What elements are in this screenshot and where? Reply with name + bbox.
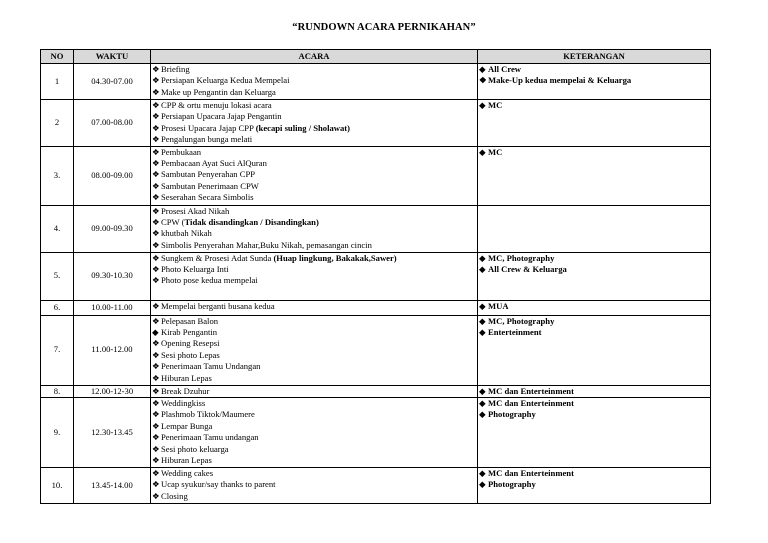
item-text: MC, Photography — [488, 252, 555, 263]
bullet-icon: ❖ — [152, 443, 160, 454]
row-time: 04.30-07.00 — [74, 64, 151, 100]
list-item — [152, 468, 476, 479]
bullet-icon: ◆ — [479, 315, 486, 326]
item-text: Simbolis Penyerahan Mahar,Buku Nikah, pemasangan cincin — [161, 239, 372, 250]
item-text: Mempelai berganti busana kedua — [161, 300, 275, 311]
list-item — [479, 398, 709, 409]
row-number: 1 — [41, 64, 74, 100]
item-text: Opening Resepsi — [161, 338, 220, 349]
list-item — [479, 253, 709, 264]
table-row — [41, 315, 711, 385]
item-text: Briefing — [161, 64, 190, 74]
row-time: 12.00-12-30 — [74, 385, 151, 397]
row-keterangan — [478, 398, 711, 468]
item-bold-text: (kecapi suling / Sholawat) — [255, 122, 350, 133]
bullet-icon: ❖ — [152, 134, 160, 145]
item-text: Prosesi Akad Nikah — [161, 205, 230, 216]
item-text: All Crew & Keluarga — [488, 264, 567, 275]
list-item — [152, 75, 476, 86]
bullet-icon: ❖ — [152, 100, 160, 110]
bullet-icon: ❖ — [152, 86, 160, 97]
item-text: Penerimaan Tamu Undangan — [161, 361, 261, 372]
list-item — [152, 398, 476, 409]
item-text: Photography — [488, 479, 536, 490]
bullet-icon: ❖ — [152, 349, 160, 360]
bullet-icon: ❖ — [152, 385, 160, 396]
item-text: Sesi photo Lepas — [161, 349, 220, 360]
table-header-row — [41, 50, 711, 64]
list-item — [152, 123, 476, 134]
item-text: Weddingkiss — [161, 398, 206, 409]
bullet-icon: ❖ — [152, 455, 160, 466]
row-number: 9. — [41, 398, 74, 468]
item-text: Penerimaan Tamu undangan — [161, 432, 259, 443]
bullet-icon: ❖ — [152, 420, 160, 431]
rundown-table — [40, 49, 711, 504]
list-item — [152, 316, 476, 327]
list-item — [152, 373, 476, 384]
bullet-icon: ❖ — [152, 239, 160, 250]
list-item — [152, 169, 476, 180]
bullet-icon: ❖ — [152, 432, 160, 443]
list-item — [152, 338, 476, 349]
bullet-icon: ◆ — [479, 468, 486, 479]
list-item — [152, 421, 476, 432]
item-text: CPW ( — [161, 217, 185, 228]
item-text: Photo pose kedua mempelai — [161, 275, 258, 286]
row-time: 09.00-09.30 — [74, 205, 151, 252]
table-row — [41, 100, 711, 147]
table-row — [41, 385, 711, 397]
bullet-icon: ◆ — [479, 479, 486, 490]
list-item — [479, 147, 709, 158]
bullet-icon: ❖ — [152, 146, 160, 157]
bullet-icon: ❖ — [152, 75, 160, 86]
list-item — [152, 147, 476, 158]
bullet-icon: ◆ — [479, 252, 486, 263]
item-text: Sungkem & Prosesi Adat Sunda — [161, 252, 274, 263]
item-bold-text: (Huap lingkung, Bakakak,Sawer) — [273, 252, 397, 263]
list-item — [479, 75, 709, 86]
item-text: Seserahan Secara Simbolis — [161, 192, 254, 203]
item-text: Make-Up kedua mempelai & Keluarga — [488, 75, 632, 86]
item-text: Make up Pengantin dan Keluarga — [161, 86, 276, 97]
item-text: MC dan Enterteinment — [488, 468, 574, 479]
item-text: khutbah Nikah — [161, 228, 212, 239]
list-item — [479, 64, 709, 75]
header-waktu: WAKTU — [74, 50, 151, 64]
list-item — [152, 253, 476, 264]
row-number: 10. — [41, 468, 74, 504]
list-item — [152, 409, 476, 420]
item-text: Pengalungan bunga melati — [161, 134, 253, 145]
list-item — [152, 386, 476, 397]
list-item — [152, 100, 476, 111]
item-text: Prosesi Upacara Jajap CPP — [161, 122, 256, 133]
bullet-icon: ◆ — [479, 300, 486, 311]
list-item — [152, 64, 476, 75]
row-number: 4. — [41, 205, 74, 252]
bullet-icon: ❖ — [152, 205, 160, 216]
item-text: MC — [488, 146, 503, 157]
bullet-icon: ❖ — [152, 490, 160, 501]
item-text: Pembukaan — [161, 146, 202, 157]
table-row — [41, 398, 711, 468]
row-number: 8. — [41, 385, 74, 397]
row-acara — [151, 398, 478, 468]
bullet-icon: ❖ — [152, 338, 160, 349]
list-item — [479, 264, 709, 275]
item-text: Plashmob Tiktok/Maumere — [161, 409, 255, 420]
bullet-icon: ❖ — [152, 315, 160, 326]
list-item — [152, 301, 476, 312]
item-text: MC — [488, 100, 503, 110]
bullet-icon: ❖ — [152, 409, 160, 420]
item-text: MC, Photography — [488, 315, 555, 326]
list-item — [152, 158, 476, 169]
list-item — [479, 316, 709, 327]
item-text: All Crew — [488, 64, 522, 74]
row-time: 10.00-11.00 — [74, 300, 151, 315]
table-row — [41, 252, 711, 300]
bullet-icon: ◆ — [479, 146, 486, 157]
bullet-icon: ❖ — [152, 192, 160, 203]
bullet-icon: ◆ — [479, 64, 486, 74]
list-item — [152, 111, 476, 122]
bullet-icon: ❖ — [152, 228, 160, 239]
row-number: 5. — [41, 252, 74, 300]
item-text: MC dan Enterteinment — [488, 385, 574, 396]
table-row — [41, 146, 711, 205]
bullet-icon: ❖ — [152, 264, 160, 275]
list-item — [152, 217, 476, 228]
bullet-icon: ◆ — [479, 385, 486, 396]
row-keterangan — [478, 64, 711, 100]
row-number: 7. — [41, 315, 74, 385]
item-text: Photography — [488, 409, 536, 420]
item-text: Lempar Bunga — [161, 420, 213, 431]
list-item — [479, 468, 709, 479]
bullet-icon: ❖ — [152, 300, 160, 311]
bullet-icon: ❖ — [152, 252, 160, 263]
list-item — [479, 409, 709, 420]
row-keterangan — [478, 146, 711, 205]
list-item — [152, 264, 476, 275]
table-row — [41, 205, 711, 252]
row-acara — [151, 300, 478, 315]
item-text: Break Dzuhur — [161, 385, 210, 396]
bullet-icon: ❖ — [152, 122, 160, 133]
row-time: 07.00-08.00 — [74, 100, 151, 147]
item-text: Sesi photo keluarga — [161, 443, 229, 454]
row-acara — [151, 252, 478, 300]
item-text: Kirab Pengantin — [161, 327, 218, 338]
list-item — [479, 479, 709, 490]
row-time: 13.45-14.00 — [74, 468, 151, 504]
row-keterangan — [478, 300, 711, 315]
bullet-icon: ❖ — [152, 398, 160, 409]
item-text: Persiapan Keluarga Kedua Mempelai — [161, 75, 290, 86]
bullet-icon: ◆ — [479, 327, 486, 338]
row-acara — [151, 64, 478, 100]
row-keterangan — [478, 100, 711, 147]
row-keterangan — [478, 468, 711, 504]
bullet-icon: ❖ — [152, 64, 160, 74]
list-item — [479, 327, 709, 338]
row-acara — [151, 385, 478, 397]
row-time: 09.30-10.30 — [74, 252, 151, 300]
bullet-icon: ◆ — [479, 264, 486, 275]
item-text: Wedding cakes — [161, 468, 214, 479]
row-acara — [151, 315, 478, 385]
list-item — [152, 240, 476, 251]
item-text: Pelepasan Balon — [161, 315, 219, 326]
list-item — [152, 432, 476, 443]
item-text: Hiburan Lepas — [161, 455, 212, 466]
bullet-icon: ❖ — [152, 275, 160, 286]
list-item — [152, 192, 476, 203]
item-text: Enterteinment — [488, 327, 542, 338]
list-item — [152, 181, 476, 192]
row-acara — [151, 205, 478, 252]
list-item — [152, 206, 476, 217]
list-item — [152, 444, 476, 455]
bullet-icon: ❖ — [479, 75, 487, 86]
row-keterangan — [478, 205, 711, 252]
list-item — [479, 301, 709, 312]
list-item — [152, 228, 476, 239]
row-keterangan — [478, 252, 711, 300]
table-row — [41, 300, 711, 315]
bullet-icon: ❖ — [152, 479, 160, 490]
header-acara: ACARA — [151, 50, 478, 64]
list-item — [152, 134, 476, 145]
row-acara — [151, 146, 478, 205]
list-item — [152, 479, 476, 490]
item-text: MUA — [488, 300, 509, 311]
item-bold-text: Tidak disandingkan / Disandingkan) — [184, 217, 319, 228]
row-acara — [151, 468, 478, 504]
item-text: MC dan Enterteinment — [488, 398, 574, 409]
row-number: 3. — [41, 146, 74, 205]
list-item — [152, 275, 476, 286]
row-time: 11.00-12.00 — [74, 315, 151, 385]
item-text: Closing — [161, 490, 188, 501]
list-item — [152, 350, 476, 361]
bullet-icon: ◆ — [479, 398, 486, 409]
header-no: NO — [41, 50, 74, 64]
table-row — [41, 64, 711, 100]
list-item — [152, 491, 476, 502]
bullet-icon: ◆ — [479, 409, 486, 420]
table-body — [41, 64, 711, 504]
row-keterangan — [478, 315, 711, 385]
list-item — [152, 455, 476, 466]
list-item — [152, 87, 476, 98]
list-item — [152, 327, 476, 338]
bullet-icon: ❖ — [152, 217, 160, 228]
header-keterangan: KETERANGAN — [478, 50, 711, 64]
bullet-icon: ❖ — [152, 169, 160, 180]
list-item — [479, 386, 709, 397]
row-time: 08.00-09.00 — [74, 146, 151, 205]
bullet-icon: ◆ — [479, 100, 486, 110]
document-title: “RUNDOWN ACARA PERNIKAHAN” — [292, 22, 476, 33]
bullet-icon: ❖ — [152, 361, 160, 372]
row-number: 2 — [41, 100, 74, 147]
bullet-icon: ❖ — [152, 180, 160, 191]
bullet-icon: ❖ — [152, 372, 160, 383]
row-time: 12.30-13.45 — [74, 398, 151, 468]
row-number: 6. — [41, 300, 74, 315]
list-item — [152, 361, 476, 372]
bullet-icon: ◆ — [152, 327, 159, 338]
list-item — [479, 100, 709, 111]
item-text: Sambutan Penyerahan CPP — [161, 169, 256, 180]
bullet-icon: ❖ — [152, 111, 160, 122]
item-text: Hiburan Lepas — [161, 372, 212, 383]
item-text: Photo Keluarga Inti — [161, 264, 229, 275]
item-text: CPP & ortu menuju lokasi acara — [161, 100, 272, 110]
row-keterangan — [478, 385, 711, 397]
item-text: Sambutan Penerimaan CPW — [161, 180, 259, 191]
bullet-icon: ❖ — [152, 158, 160, 169]
item-text: Ucap syukur/say thanks to parent — [161, 479, 276, 490]
bullet-icon: ❖ — [152, 468, 160, 479]
table-row — [41, 468, 711, 504]
item-text: Persiapan Upacara Jajap Pengantin — [161, 111, 282, 122]
item-text: Pembacaan Ayat Suci AlQuran — [161, 158, 267, 169]
row-acara — [151, 100, 478, 147]
